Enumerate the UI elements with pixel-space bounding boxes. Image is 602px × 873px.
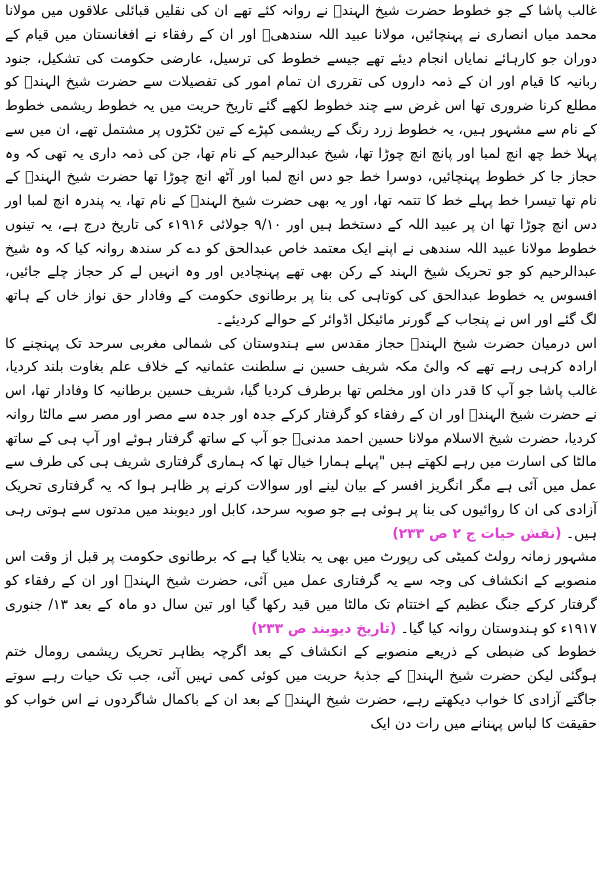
paragraph-text: اس درمیان حضرت شیخ الہندؒ حجاز مقدس سے ہندوستان کی شمالی مغربی سرحد تک پہنچنے کا ارادہ کرہی رہے تھے کہ والیٔ مکہ شریف حسین نے سلطنت عثمانیہ کے خلاف علم بغاوت بلند کردیا، غالب پاشا جو آپ کا قدر دان اور مخلص تھا برطرف کردیا گیا، شریف حسین برطانیہ کا وفادار تھا، اس نے حضرت شیخ الہندؒ اور ان کے رفقاء کو گرفتار کرکے جدہ اور جدہ سے مصر اور مصر سے مالٹا روانہ کردیا، حضرت شیخ الاسلام مولانا حسین احمد مدنیؒ جو آپ کے ساتھ گرفتار ہوئے اور آپ ہی کے ساتھ مالٹا کی اسارت میں رہے لکھتے ہیں "پہلے ہمارا خیال تھا کہ ہماری گرفتاری شریف ہی کی طرف سے عمل میں آئی ہے مگر انگریز افسر کے بیان لینے اور سوالات کرنے پر ظاہر ہوا کہ یہ گرفتاری تحریک آزادی کی ان کا روائیوں کی بنا پر ہوئی ہے جو صوبہ سرحد، کابل اور دیوبند میں مدتوں سے ہوتی رہی ہیں۔: [5, 335, 597, 542]
paragraph-aftermath: [5, 641, 597, 736]
paragraph-text: خطوط کی ضبطی کے ذریعے منصوبے کے انکشاف کے بعد اگرچہ بظاہر تحریک ریشمی رومال ختم ہوگئی لیکن حضرت شیخ الہندؒ کے جذبۂ حریت میں کوئی کمی نہیں آئی، جب تک حیات رہے سوتے جاگتے آزادی کا خواب دیکھتے رہے، حضرت شیخ الہندؒ کے بعد ان کے باکمال شاگردوں نے اس خواب کو حقیقت کا لباس پہنانے میں رات دن ایک: [5, 644, 597, 732]
paragraph-resham-letters: [5, 0, 597, 333]
paragraph-text: غالب پاشا کے جو خطوط حضرت شیخ الہندؒ نے روانہ کئے تھے ان کی نقلیں قبائلی علاقوں میں مولانا محمد میاں انصاری نے پہنچائیں، مولانا عبید اللہ سندھیؒ اور ان کے رفقاء نے افغانستان میں قیام کے دوران جو کارہائے نمایاں انجام دیئے تھے جیسے خطوط کی ترسیل، عارضی حکومت کی تشکیل، جنود ربانیہ کا قیام اور ان کے ذمہ داروں کی تقرری ان تمام امور کی تفصیلات سے حضرت شیخ الہندؒ کو مطلع کرنا ضروری تھا اس غرض سے چند خطوط لکھے گئے تاریخ حریت میں یہ خطوط ریشمی خطوط کے نام سے مشہور ہیں، یہ خطوط زرد رنگ کے ریشمی کپڑے کے تین ٹکڑوں پر مشتمل تھے، ان میں سے پہلا خط چھ انچ لمبا اور پانچ انچ چوڑا تھا، شیخ عبدالرحیم کے نام تھا، جن کی ذمہ داری یہ تھی کہ وہ حجاز جا کر خطوط پہنچائیں، دوسرا خط جو دس انچ لمبا اور آٹھ انچ چوڑا تھا حضرت شیخ الہندؒ کے نام تھا تیسرا خط پہلے خط کا تتمہ تھا، اور یہ بھی حضرت شیخ الہندؒ کے نام تھا، یہ پندرہ انچ لمبا اور دس انچ چوڑا تھا ان پر عبید اللہ کے دستخط ہیں اور ۹/۱۰ جولائی ۱۹۱۶ء کی تاریخ درج ہے، یہ تینوں خطوط مولانا عبید اللہ سندھی نے اپنے ایک معتمد خاص عبدالحق کو دے کر سندھ روانہ کیا کہ وہ شیخ عبدالرحیم کو جو تحریک شیخ الہند کے رکن بھی تھے پہنچادیں اور وہ انہیں لے کر حجاز چلے جائیں، افسوس یہ خطوط عبدالحق کی کوتاہی کی بنا پر برطانوی حکومت کے وفادار حق نواز خاں کے ہاتھ لگ گئے اور اس نے پنجاب کے گورنر مائیکل اڈوائر کے حوالے کردیئے۔: [5, 3, 597, 328]
paragraph-rowlatt: [5, 546, 597, 641]
citation-tareekh-deoband: (تاریخ دیوبند ص ۲۳۳): [251, 620, 397, 637]
paragraph-arrest: [5, 333, 597, 547]
citation-naqsh-e-hayat: (نقش حیات ج ۲ ص ۲۳۳): [392, 525, 562, 542]
paragraph-text: مشہور زمانہ رولٹ کمیٹی کی رپورٹ میں بھی یہ بتلایا گیا ہے کہ برطانوی حکومت پر قبل از وقت اس منصوبے کے انکشاف کی وجہ سے یہ گرفتاری عمل میں آئی، حضرت شیخ الہندؒ اور ان کے رفقاء کو گرفتار کرکے جنگ عظیم کے اختتام تک مالٹا میں قید رکھا گیا اور تین سال دو ماہ کے بعد ۱۳/ جنوری ۱۹۱۷ء کو ہندوستان روانہ کیا گیا۔: [5, 549, 597, 637]
